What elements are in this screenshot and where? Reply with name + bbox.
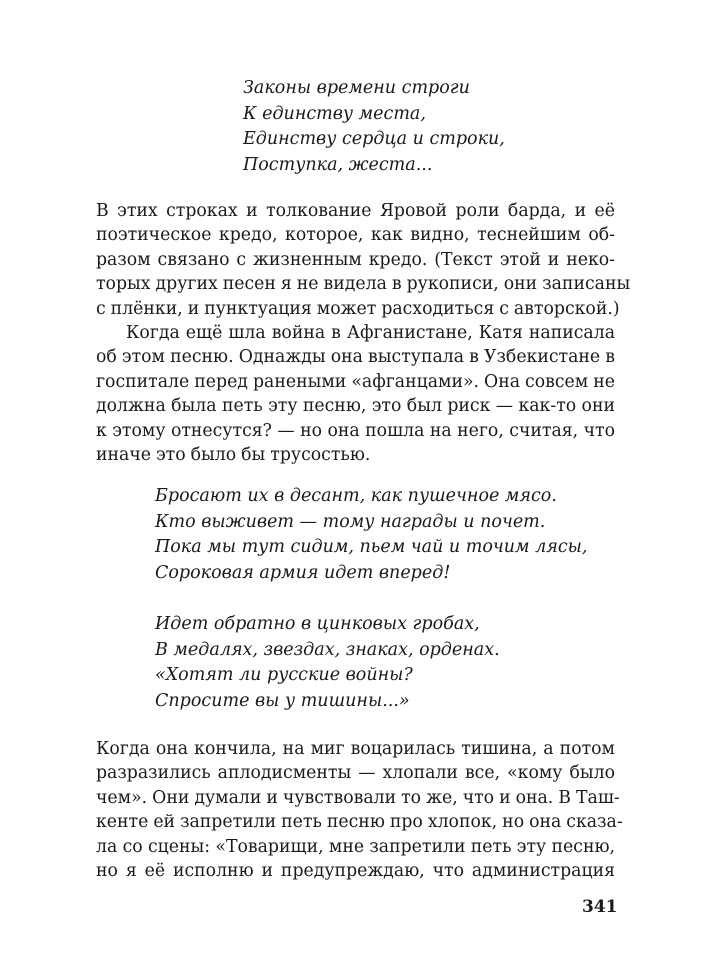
text-line: чем». Они думали и чувствовали то же, что и она. В Таш- <box>96 787 620 808</box>
text-line: поэтическое кредо, которое, как видно, теснейшим об- <box>96 225 615 246</box>
poem-line: Бросают их в десант, как пушечное мясо. <box>155 486 557 506</box>
text-line: но я её исполню и предупреждаю, что администрация <box>96 861 615 882</box>
page-number: 341 <box>582 897 618 917</box>
text-line: к этому отнесутся? — но она пошла на него, считая, что <box>96 420 615 441</box>
text-line: должна была петь эту песню, это был риск — как-то они <box>96 396 615 417</box>
poem-line: В медалях, звездах, знаках, орденах. <box>155 639 500 660</box>
poem-line: Поступка, жеста... <box>243 154 433 175</box>
poem-line: Кто выживет — тому награды и почет. <box>155 511 546 532</box>
text-line: разразились аплодисменты — хлопали все, «кому было <box>96 763 615 784</box>
stanza-gap <box>155 586 587 612</box>
poem-line: Сороковая армия идет вперед! <box>155 562 451 583</box>
text-line: торых других песен я не видела в рукописи, они записаны <box>96 274 631 295</box>
poem-line: Пока мы тут сидим, пьем чай и точим лясы, <box>155 537 588 557</box>
text-line: об этом песню. Однажды она выступала в Узбекистане в <box>96 347 615 368</box>
poem-epigraph <box>243 76 505 178</box>
poem-line: «Хотят ли русские войны? <box>155 665 413 685</box>
text-line: с плёнки, и пунктуация может расходиться с авторской.) <box>96 298 620 319</box>
text-line: Когда она кончила, на миг воцарилась тишина, а потом <box>96 739 615 759</box>
poem-line: Единству сердца и строки, <box>243 129 505 149</box>
poem-line: К единству места, <box>243 103 426 124</box>
text-line: госпитале перед ранеными «афганцами». Она совсем не <box>96 371 615 392</box>
text-line: иначе это было бы трусостью. <box>96 445 371 466</box>
poem-afghan-song <box>155 484 587 714</box>
text-line: Когда ещё шла война в Афганистане, Катя написала <box>126 323 615 344</box>
text-line: кенте ей запретили петь песню про хлопок, но она сказа- <box>96 812 623 833</box>
paragraph-bard-credo <box>96 199 631 467</box>
text-line: В этих строках и толкование Яровой роли барда, и её <box>96 201 615 221</box>
poem-line: Спросите вы у тишины...» <box>155 690 410 711</box>
poem-line: Идет обратно в цинковых гробах, <box>155 614 480 634</box>
poem-line: Законы времени строги <box>243 78 470 98</box>
text-line: ла со сцены: «Товарищи, мне запретили петь эту песню, <box>96 836 615 857</box>
paragraph-tashkent <box>96 737 623 883</box>
text-line: разом связано с жизненным кредо. (Текст этой и неко- <box>96 249 615 270</box>
